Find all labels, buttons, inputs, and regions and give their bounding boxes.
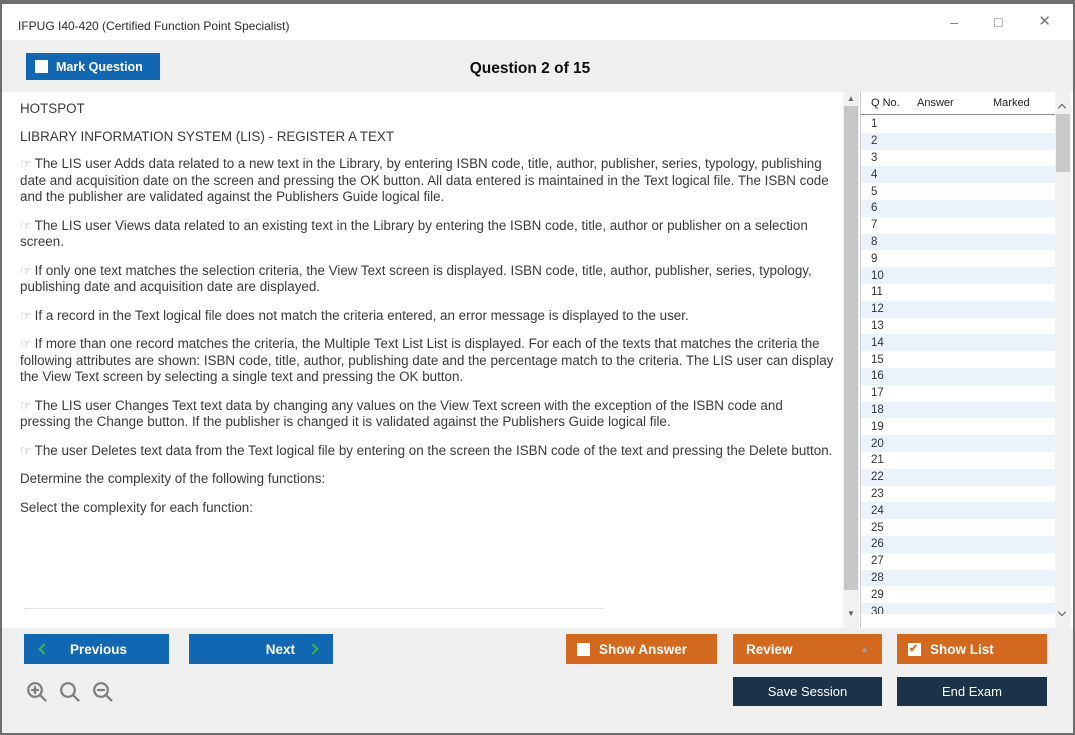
end-exam-button[interactable] <box>897 677 1047 706</box>
question-number-cell: 3 <box>871 151 878 164</box>
question-list-row[interactable] <box>861 486 1055 503</box>
question-list-row[interactable] <box>861 301 1055 318</box>
question-list-row[interactable] <box>861 284 1055 301</box>
show-list-button[interactable] <box>897 634 1047 664</box>
question-number-cell: 26 <box>871 538 884 551</box>
question-list-row[interactable] <box>861 519 1055 536</box>
column-header-marked: Marked <box>993 97 1030 109</box>
question-number-cell: 10 <box>871 269 884 282</box>
question-number-cell: 21 <box>871 454 884 467</box>
question-list-row[interactable] <box>861 603 1055 614</box>
question-number-cell: 9 <box>871 252 878 265</box>
previous-label: Previous <box>70 641 128 657</box>
save-session-label: Save Session <box>767 684 848 699</box>
question-number-cell: 4 <box>871 168 878 181</box>
column-header-answer: Answer <box>917 97 954 109</box>
bullet-arrow-icon: ☞ <box>20 156 32 171</box>
question-counter: Question 2 of 15 <box>469 60 591 77</box>
question-list-panel <box>860 92 1071 628</box>
question-list-row[interactable] <box>861 133 1055 150</box>
question-subject-title: LIBRARY INFORMATION SYSTEM (LIS) - REGISTER A TEXT <box>20 128 395 144</box>
question-list-row[interactable] <box>861 234 1055 251</box>
question-list-row[interactable] <box>861 368 1055 385</box>
minimize-icon[interactable]: – <box>950 14 958 30</box>
question-list-row[interactable] <box>861 183 1055 200</box>
cutoff-table-edge <box>24 608 604 612</box>
question-number-cell: 13 <box>871 319 884 332</box>
question-number-cell: 18 <box>871 403 884 416</box>
question-list-row[interactable] <box>861 250 1055 267</box>
review-dropdown-button[interactable] <box>733 634 882 664</box>
question-list-scrollbar[interactable] <box>1055 92 1071 628</box>
question-number-cell: 30 <box>871 605 884 614</box>
save-session-button[interactable] <box>733 677 882 706</box>
scroll-up-arrow-icon[interactable]: ▲ <box>847 94 855 103</box>
content-scrollbar[interactable] <box>843 92 859 628</box>
footer-toolbar <box>2 628 1073 733</box>
next-button[interactable] <box>189 634 333 664</box>
window-title: IFPUG I40-420 (Certified Function Point Specialist) <box>18 19 290 33</box>
chevron-right-icon <box>307 643 318 654</box>
question-list-row[interactable] <box>861 502 1055 519</box>
question-number-cell: 5 <box>871 185 878 198</box>
question-number-cell: 20 <box>871 437 884 450</box>
zoom-in-icon[interactable] <box>25 680 49 704</box>
question-number-cell: 23 <box>871 487 884 500</box>
bullet-arrow-icon: ☞ <box>20 336 32 351</box>
question-number-cell: 2 <box>871 135 878 148</box>
question-list-row[interactable] <box>861 586 1055 603</box>
question-list-row[interactable] <box>861 318 1055 335</box>
title-bar <box>2 4 1073 40</box>
question-number-cell: 16 <box>871 370 884 383</box>
previous-button[interactable] <box>24 634 169 664</box>
question-list-row[interactable] <box>861 553 1055 570</box>
bullet-arrow-icon: ☞ <box>20 442 32 458</box>
question-number-cell: 6 <box>871 202 878 215</box>
scroll-down-arrow-icon[interactable]: ▼ <box>847 609 855 618</box>
question-number-cell: 11 <box>871 286 883 299</box>
list-scroll-down-chevron-icon[interactable] <box>1059 602 1065 620</box>
question-paragraph: ☞ If more than one record matches the criteria, the Multiple Text List List is displayed. For each of the texts that matches the criteria the following attributes are shown: ISBN code, title, author, publishing date and the percentage match to the criteria. The LIS user can display the View Text screen by selecting a single text and pressing the OK button. <box>20 336 834 384</box>
question-list-row[interactable] <box>861 418 1055 435</box>
question-number-cell: 15 <box>871 353 884 366</box>
question-number-cell: 22 <box>871 471 884 484</box>
show-answer-button[interactable] <box>566 634 717 664</box>
question-paragraph: ☞ The LIS user Adds data related to a new text in the Library, by entering ISBN code, title, author, publisher, series, typology, publishing date and acquisition date on the screen and pressing the OK button. All data entered is maintained in the Text logical file. The ISBN code and the publisher are validated against the Publishers Guide logical file. <box>20 156 829 204</box>
next-label: Next <box>265 641 295 657</box>
question-paragraph: ☞ If a record in the Text logical file does not match the criteria entered, an error message is displayed to the user. <box>20 307 689 323</box>
question-paragraphs <box>20 156 835 516</box>
question-paragraph: ☞ The user Deletes text data from the Text logical file by entering on the screen the ISBN code of the text and pressing the Delete button. <box>20 442 833 458</box>
question-list-row[interactable] <box>861 351 1055 368</box>
question-list-row[interactable] <box>861 150 1055 167</box>
question-paragraph: Select the complexity for each function: <box>20 499 253 515</box>
question-list-row[interactable] <box>861 166 1055 183</box>
question-list-row[interactable] <box>861 402 1055 419</box>
close-icon[interactable]: ✕ <box>1038 13 1051 30</box>
question-paragraph: Determine the complexity of the following functions: <box>20 471 326 486</box>
zoom-reset-icon[interactable] <box>58 680 82 704</box>
question-number-cell: 19 <box>871 420 884 433</box>
question-list-row[interactable] <box>861 385 1055 402</box>
question-list-row[interactable] <box>861 200 1055 217</box>
question-number-cell: 12 <box>871 303 884 316</box>
bullet-arrow-icon: ☞ <box>20 262 32 278</box>
maximize-icon[interactable]: □ <box>993 14 1003 30</box>
question-list-row[interactable] <box>861 334 1055 351</box>
question-paragraph: ☞ The LIS user Views data related to an existing text in the Library by entering the ISBN code, title, author or publisher on a selection screen. <box>20 217 808 249</box>
show-list-label: Show List <box>930 641 994 657</box>
question-list-row[interactable] <box>861 536 1055 553</box>
question-list-row[interactable] <box>861 116 1055 133</box>
question-list-row[interactable] <box>861 267 1055 284</box>
bullet-arrow-icon: ☞ <box>20 397 32 413</box>
question-paragraph: ☞ If only one text matches the selection criteria, the View Text screen is displayed. ISBN code, title, author, publisher, series, typology, publishing date and acquisition date are displayed. <box>20 262 812 294</box>
question-number-cell: 28 <box>871 571 884 584</box>
question-number-cell: 14 <box>871 336 884 349</box>
question-number-cell: 8 <box>871 235 878 248</box>
window-controls <box>950 15 1051 29</box>
show-answer-checkbox-icon[interactable] <box>577 643 590 656</box>
chevron-left-icon <box>38 643 49 654</box>
question-number-cell: 25 <box>871 521 884 534</box>
mark-question-label: Mark Question <box>56 59 143 74</box>
review-label: Review <box>746 641 793 657</box>
column-header-qno: Q No. <box>871 97 900 109</box>
question-list-header <box>861 92 1055 115</box>
question-list-row[interactable] <box>861 435 1055 452</box>
end-exam-label: End Exam <box>942 684 1002 699</box>
dropdown-up-triangle-icon: ▲ <box>860 644 869 654</box>
zoom-controls <box>25 680 115 704</box>
zoom-out-icon[interactable] <box>91 680 115 704</box>
question-number-cell: 1 <box>871 118 878 131</box>
question-header-band <box>2 40 1073 92</box>
bullet-arrow-icon: ☞ <box>20 307 32 323</box>
question-number-cell: 27 <box>871 555 884 568</box>
show-list-checkbox-icon[interactable] <box>908 643 921 656</box>
bullet-arrow-icon: ☞ <box>20 217 32 233</box>
question-list-row[interactable] <box>861 452 1055 469</box>
question-list-scrollbar-thumb[interactable] <box>1056 114 1070 172</box>
content-scrollbar-thumb[interactable] <box>844 106 858 590</box>
question-paragraph: ☞ The LIS user Changes Text text data by changing any values on the View Text screen with the exception of the ISBN code and pressing the Change button. If the publisher is changed it is validated against the Publishers Guide logical file. <box>20 397 783 429</box>
question-number-cell: 17 <box>871 387 884 400</box>
question-content <box>2 92 843 628</box>
show-answer-label: Show Answer <box>599 641 688 657</box>
question-number-cell: 7 <box>871 219 878 232</box>
question-number-cell: 24 <box>871 504 884 517</box>
question-list-row[interactable] <box>861 570 1055 587</box>
question-list-row[interactable] <box>861 217 1055 234</box>
question-list-rows <box>861 116 1055 614</box>
question-type-label: HOTSPOT <box>20 101 85 116</box>
question-number-cell: 29 <box>871 588 884 601</box>
question-list-row[interactable] <box>861 469 1055 486</box>
